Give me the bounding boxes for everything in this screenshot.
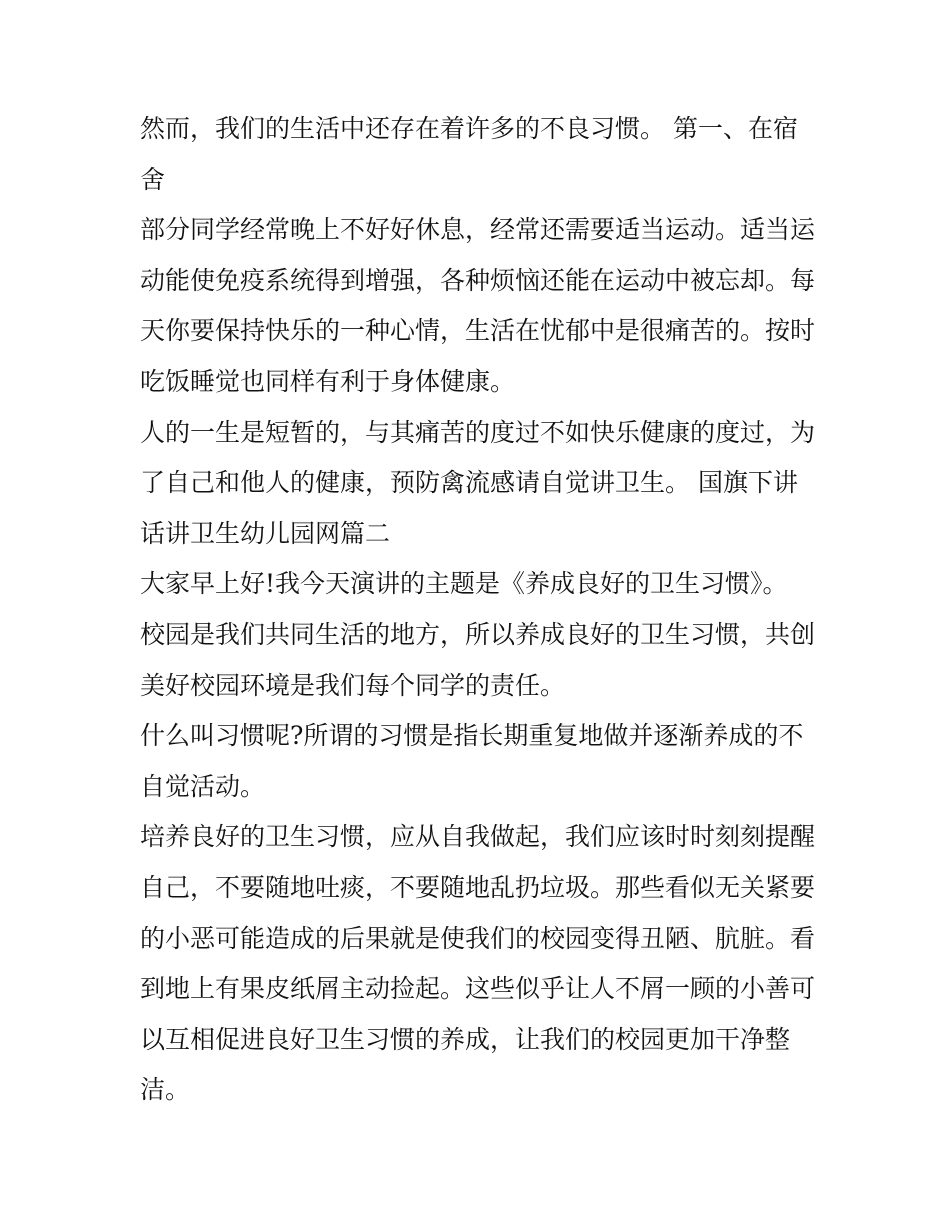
text-line: 人的一生是短暂的，与其痛苦的度过不如快乐健康的度过，为 xyxy=(140,417,816,447)
text-line: 部分同学经常晚上不好好休息，经常还需要适当运动。适当运 xyxy=(140,215,816,245)
text-line: 话讲卫生幼儿园网篇二 xyxy=(140,518,391,548)
text-line: 动能使免疫系统得到增强，各种烦恼还能在运动中被忘却。每 xyxy=(140,265,816,295)
text-line: 吃饭睡觉也同样有利于身体健康。 xyxy=(140,366,516,396)
text-line: 的小恶可能造成的后果就是使我们的校园变得丑陋、肮脏。看 xyxy=(140,923,816,953)
text-line: 自己，不要随地吐痰，不要随地乱扔垃圾。那些看似无关紧要 xyxy=(140,872,816,902)
text-line: 天你要保持快乐的一种心情，生活在忧郁中是很痛苦的。按时 xyxy=(140,316,816,346)
document-body xyxy=(140,104,820,1116)
text-line: 洁。 xyxy=(140,1075,191,1105)
text-line: 培养良好的卫生习惯，应从自我做起，我们应该时时刻刻提醒 xyxy=(140,822,816,852)
text-line: 舍 xyxy=(140,164,166,194)
text-line: 校园是我们共同生活的地方，所以养成良好的卫生习惯，共创 xyxy=(140,619,816,649)
text-line: 美好校园环境是我们每个同学的责任。 xyxy=(140,670,566,700)
text-line: 自觉活动。 xyxy=(140,771,266,801)
text-line: 大家早上好!我今天演讲的主题是《养成良好的卫生习惯》。 xyxy=(140,569,788,599)
text-line: 然而，我们的生活中还存在着许多的不良习惯。 第一、在宿 xyxy=(140,114,798,143)
text-line: 到地上有果皮纸屑主动捡起。这些似乎让人不屑一顾的小善可 xyxy=(140,974,816,1004)
text-line: 什么叫习惯呢?所谓的习惯是指长期重复地做并逐渐养成的不 xyxy=(140,721,804,751)
text-line: 以互相促进良好卫生习惯的养成，让我们的校园更加干净整 xyxy=(140,1024,791,1054)
text-line: 了自己和他人的健康，预防禽流感请自觉讲卫生。 国旗下讲 xyxy=(140,468,798,498)
